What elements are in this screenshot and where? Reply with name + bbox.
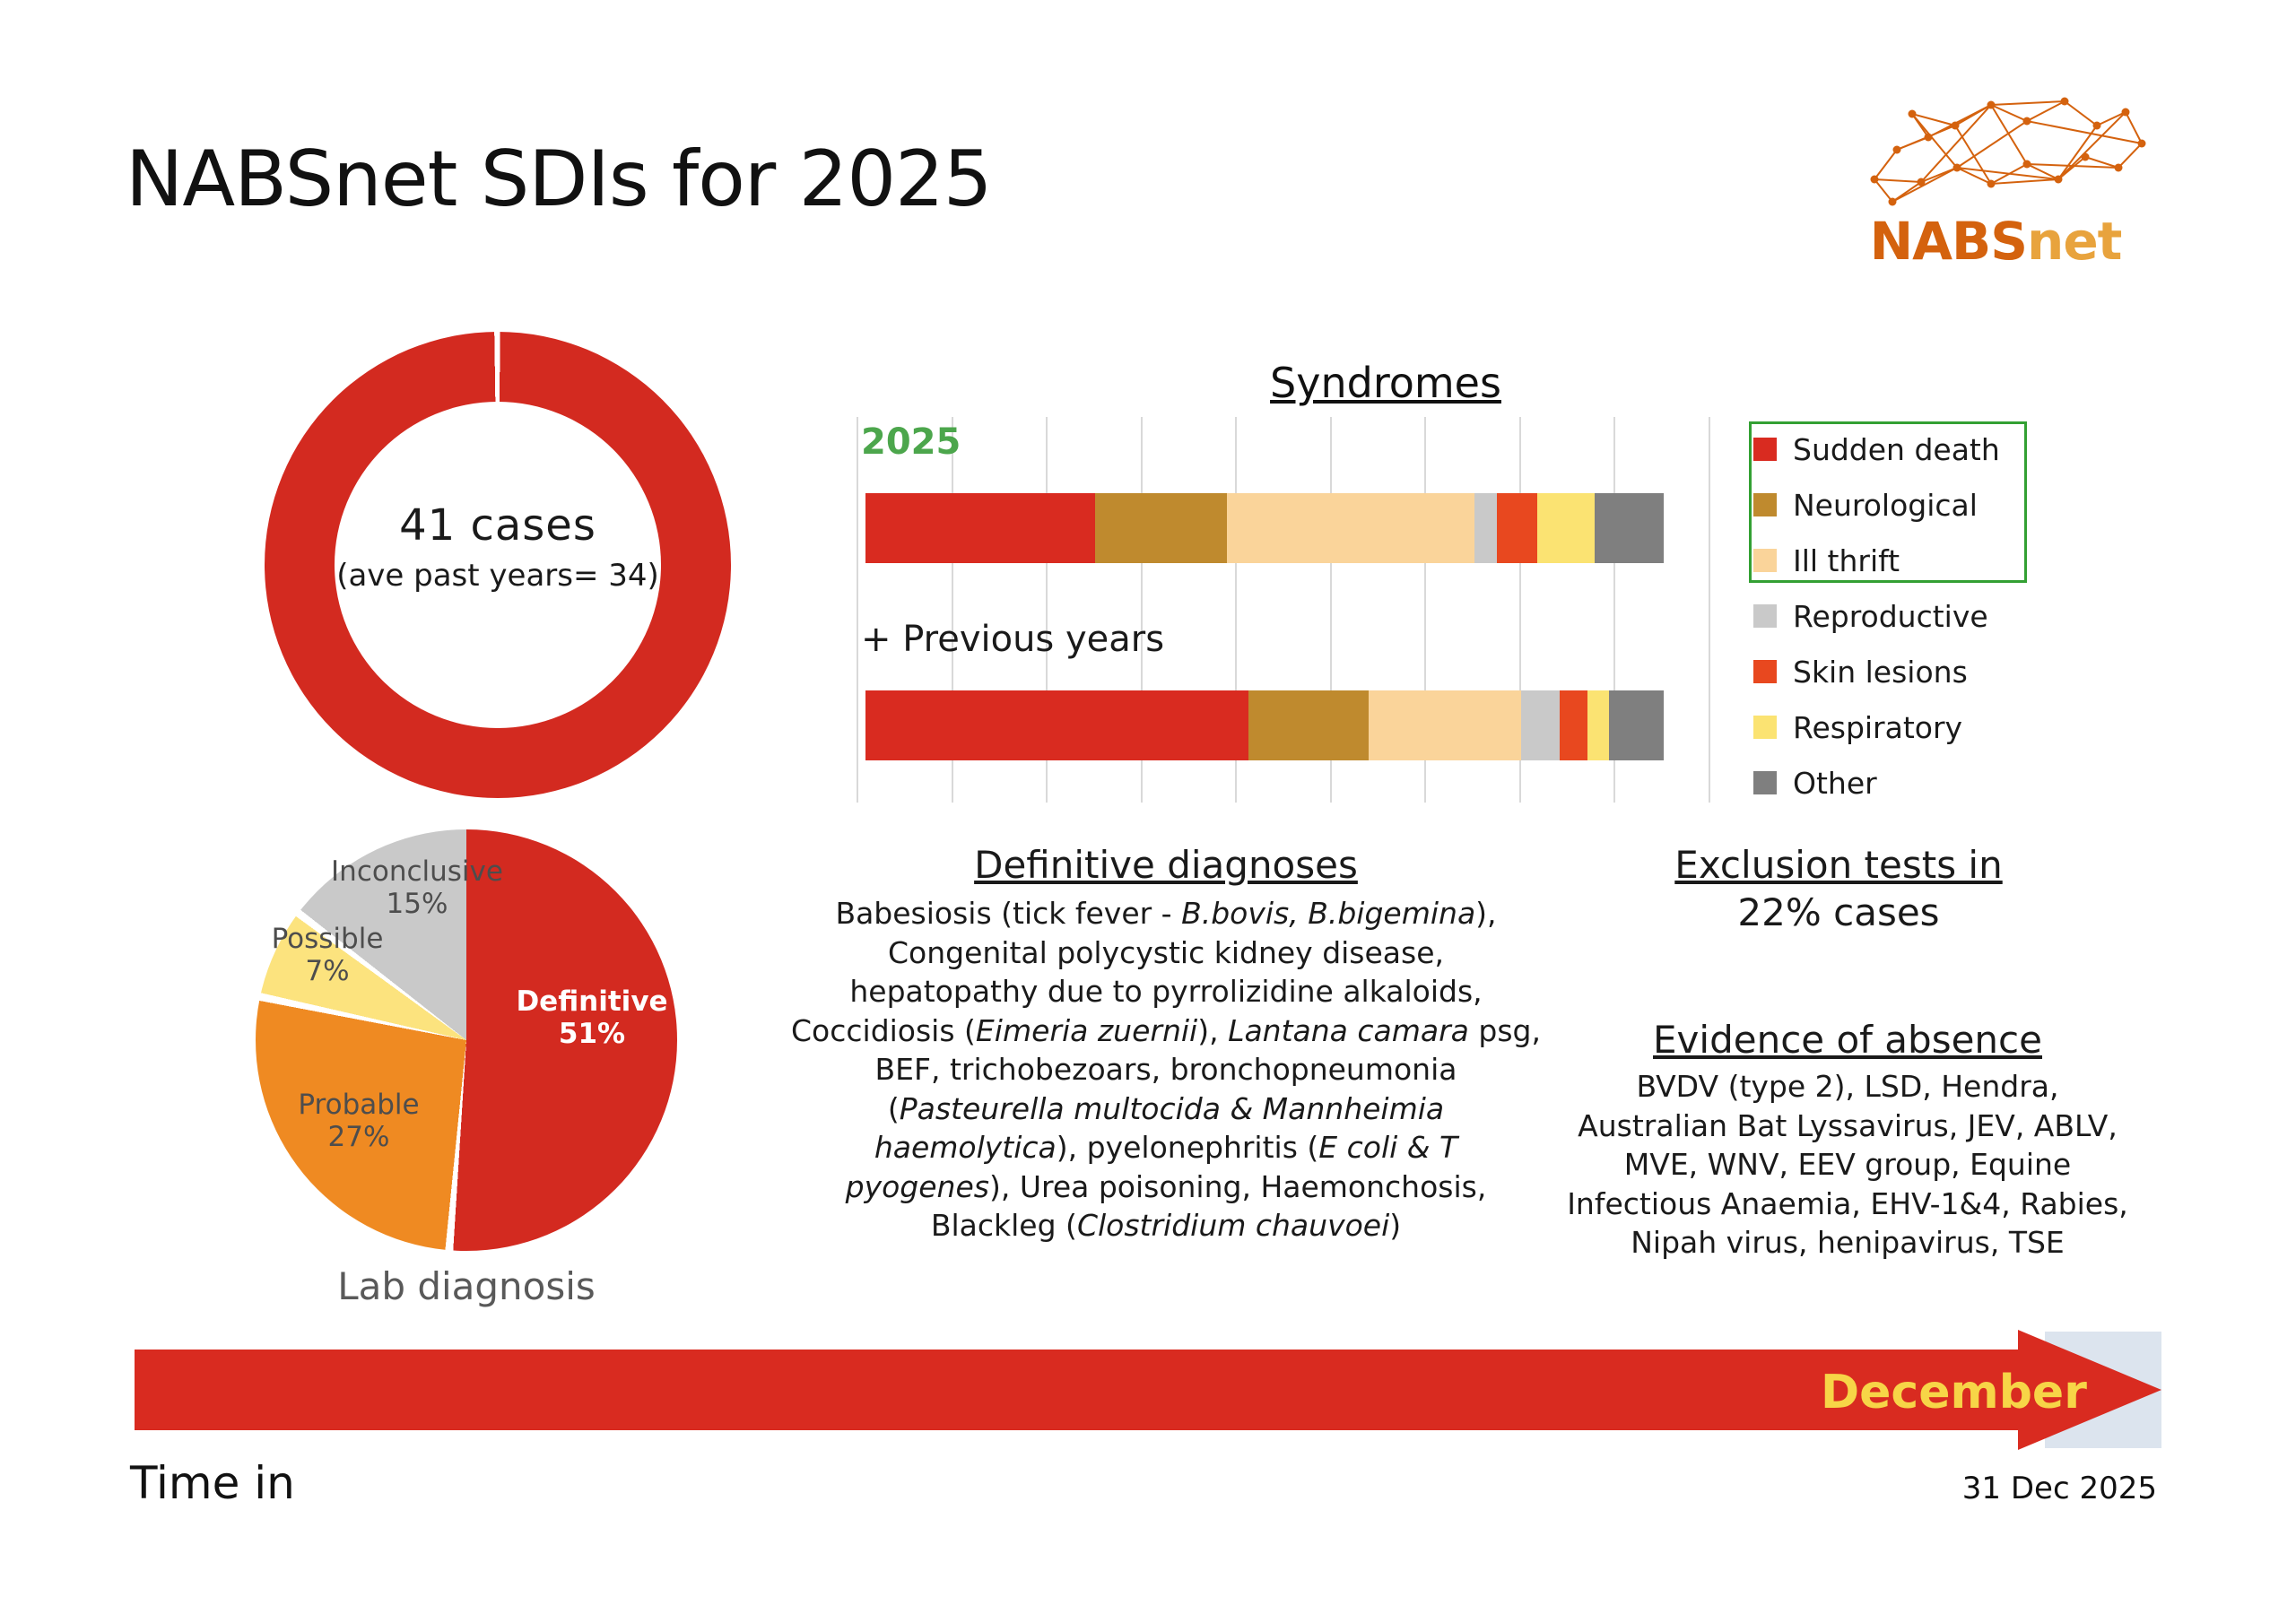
pie-label-possible-pct: 7% (305, 954, 350, 987)
pie-label-probable (269, 1089, 448, 1153)
logo-wordmark (1830, 211, 2161, 272)
definitive-heading: Definitive diagnoses (974, 843, 1358, 887)
legend-swatch-icon (1753, 438, 1777, 461)
donut-center-labels (265, 500, 731, 594)
legend-swatch-icon (1753, 660, 1777, 683)
timeline-axis-label: Time in (130, 1457, 295, 1509)
timeline-month-label: December (1821, 1366, 2087, 1419)
exclusion-heading-text: Exclusion tests in (1674, 843, 2003, 887)
exclusion-subtext: 22% cases (1737, 890, 1940, 934)
legend-item-ill-thrift[interactable] (1753, 533, 2058, 588)
donut-cases-count: 41 cases (399, 500, 596, 551)
legend-label: Other (1793, 765, 1877, 801)
bar-segment-skin-lesions (1497, 493, 1537, 563)
bar-segment-other (1595, 493, 1664, 563)
pie-label-inconclusive-pct: 15% (386, 887, 448, 920)
bar-segment-reproductive (1521, 690, 1560, 760)
timeline-shaft (135, 1350, 2031, 1430)
nabsnet-logo (1830, 94, 2161, 282)
legend-swatch-icon (1753, 549, 1777, 572)
pie-label-probable-pct: 27% (327, 1120, 390, 1153)
bar-segment-other (1609, 690, 1664, 760)
syndromes-bar-previous (865, 690, 1664, 760)
legend-swatch-icon (1753, 493, 1777, 516)
pie-label-definitive-pct: 51% (558, 1017, 626, 1050)
legend-label: Respiratory (1793, 709, 1963, 745)
legend-item-other[interactable] (1753, 755, 2058, 811)
bar-segment-respiratory (1587, 690, 1609, 760)
evidence-body: BVDV (type 2), LSD, Hendra, Australian Bat Lyssavirus, JEV, ABLV, MVE, WNV, EEV group, Equine Infectious Anaemia, EHV-1&4, Rabies, Nipah virus, henipavirus, TSE (1567, 1069, 2128, 1261)
bar-segment-sudden-death (865, 493, 1095, 563)
bar-segment-sudden-death (865, 690, 1248, 760)
timeline-arrow (135, 1332, 2161, 1448)
evidence-heading: Evidence of absence (1653, 1018, 2042, 1062)
exclusion-tests-block (1561, 843, 2117, 934)
logo-text-nabs: NABS (1869, 211, 2028, 272)
legend-item-skin-lesions[interactable] (1753, 644, 2058, 699)
legend-swatch-icon (1753, 604, 1777, 628)
syndromes-series-label-previous: + Previous years (861, 619, 1165, 660)
pie-label-definitive-text: Definitive (516, 985, 668, 1018)
pie-label-inconclusive (305, 856, 529, 920)
gridline (857, 417, 858, 803)
syndromes-bar-2025 (865, 493, 1664, 563)
pie-label-probable-text: Probable (298, 1089, 420, 1121)
syndromes-legend (1753, 421, 2058, 811)
evidence-of-absence-block (1561, 1018, 2135, 1263)
bar-segment-neurological (1095, 493, 1227, 563)
definitive-diagnoses-block (789, 843, 1543, 1245)
donut-average-note: (ave past years= 34) (336, 558, 659, 594)
legend-swatch-icon (1753, 716, 1777, 739)
legend-item-reproductive[interactable] (1753, 588, 2058, 644)
legend-label: Neurological (1793, 487, 1978, 523)
syndromes-series-label-current: 2025 (861, 421, 961, 463)
legend-item-sudden-death[interactable] (1753, 421, 2058, 477)
bar-segment-respiratory (1537, 493, 1595, 563)
logo-text-net: net (2027, 211, 2122, 272)
pie-label-definitive (502, 986, 682, 1050)
bar-segment-reproductive (1474, 493, 1498, 563)
network-nodes-icon (1857, 94, 2152, 224)
legend-label: Sudden death (1793, 431, 2000, 467)
legend-label: Ill thrift (1793, 542, 1900, 578)
bar-segment-ill-thrift (1227, 493, 1474, 563)
timeline-end-date: 31 Dec 2025 (1961, 1471, 2157, 1506)
legend-item-respiratory[interactable] (1753, 699, 2058, 755)
bar-segment-skin-lesions (1560, 690, 1587, 760)
legend-label: Reproductive (1793, 598, 1988, 634)
cases-donut-chart (265, 332, 731, 798)
page-title: NABSnet SDIs for 2025 (126, 135, 992, 224)
legend-label: Skin lesions (1793, 654, 1968, 690)
bar-segment-neurological (1248, 690, 1369, 760)
definitive-body: Babesiosis (tick fever - B.bovis, B.bigemina), Congenital polycystic kidney disease, hepatopathy due to pyrrolizidine alkaloids, Coccidiosis (Eimeria zuernii), Lantana camara psg, BEF, trichobezoars, bronchopneumonia (Pasteurella multocida & Mannheimia haemolytica), pyelonephritis (E coli & T pyogenes), Urea poisoning, Haemonchosis, Blackleg (Clostridium chauvoei) (791, 896, 1541, 1244)
syndromes-title: Syndromes (1270, 359, 1501, 407)
legend-item-neurological[interactable] (1753, 477, 2058, 533)
pie-label-possible-text: Possible (271, 923, 384, 955)
exclusion-heading (1561, 843, 2117, 887)
pie-label-inconclusive-text: Inconclusive (331, 855, 503, 888)
gridline (1709, 417, 1710, 803)
pie-caption: Lab diagnosis (337, 1264, 596, 1308)
bar-segment-ill-thrift (1369, 690, 1522, 760)
pie-label-possible (242, 924, 413, 987)
legend-swatch-icon (1753, 771, 1777, 794)
